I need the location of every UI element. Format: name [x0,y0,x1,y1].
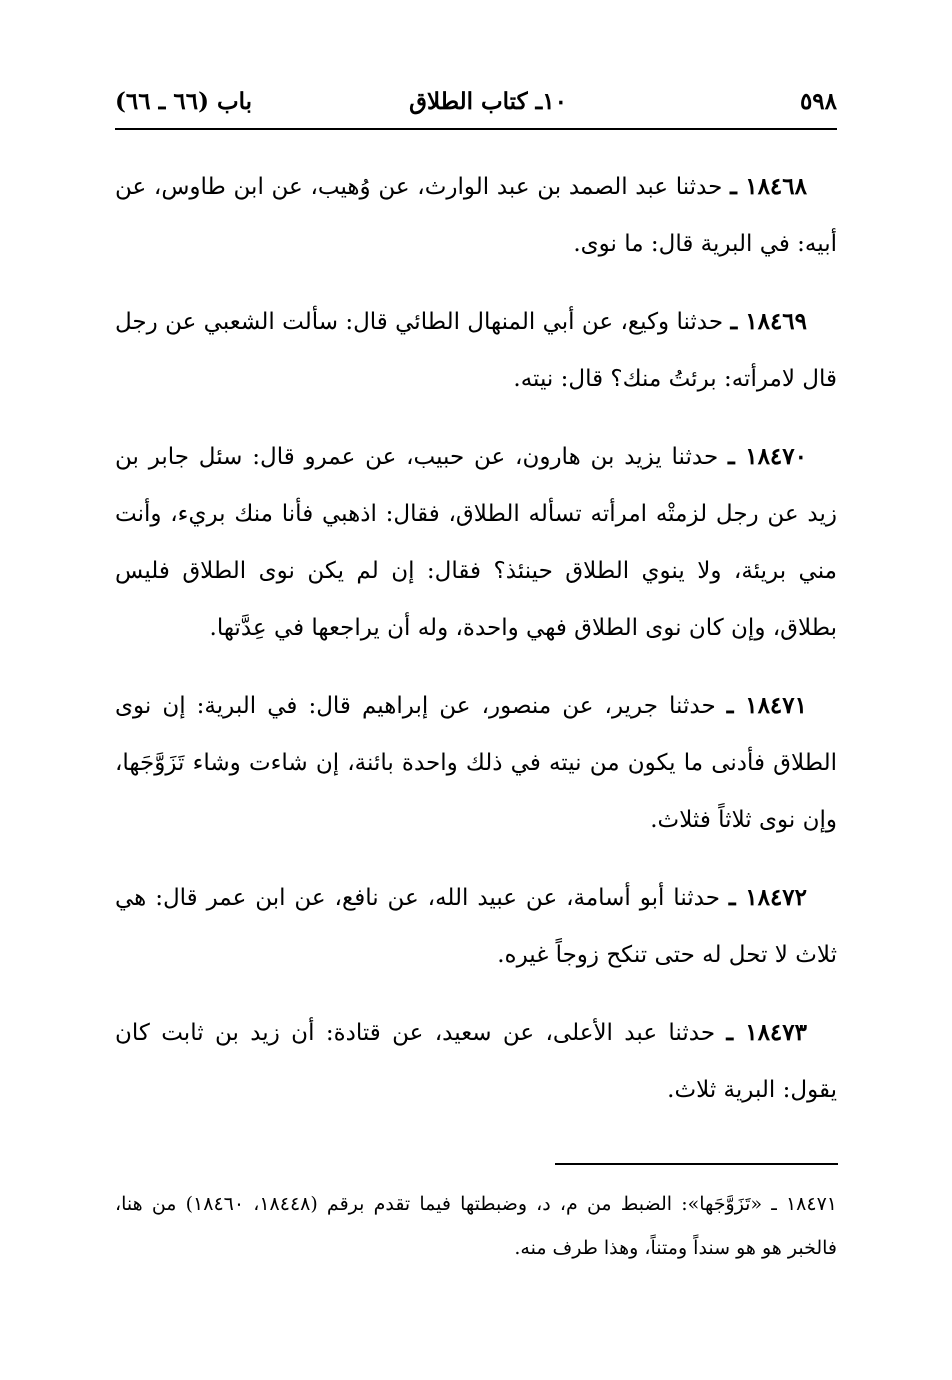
footnote-divider [555,1163,838,1165]
hadith-paragraph [115,677,837,849]
hadith-number: ١٨٤٧٣ ـ [726,1019,807,1046]
page-header [115,82,837,124]
hadith-number: ١٨٤٧١ ـ [726,692,807,719]
header-divider [115,128,837,130]
hadith-entry [115,428,837,657]
chapter-title: باب (٦٦ ـ ٦٦) [115,88,253,115]
hadith-paragraph [115,1004,837,1119]
hadith-number: ١٨٤٧٠ ـ [727,443,807,470]
hadith-text: حدثنا عبد الصمد بن عبد الوارث، عن وُهيب، عن ابن طاوس، عن أبيه: في البرية قال: ما نوى. [115,174,837,257]
footnote [115,1182,837,1270]
hadith-paragraph [115,869,837,984]
hadith-entry [115,1004,837,1119]
hadith-paragraph [115,428,837,657]
hadith-entry [115,293,837,408]
footnote-text: ١٨٤٧١ ـ «تَزَوَّجَها»: الضبط من م، د، وضبطتها فيما تقدم برقم (١٨٤٤٨، ١٨٤٦٠) من هنا، فالخبر هو هو سنداً ومتناً، وهذا طرف منه. [115,1193,837,1259]
hadith-entry [115,158,837,273]
book-title: ١٠ـ كتاب الطلاق [409,88,567,115]
hadith-paragraph [115,293,837,408]
hadith-number: ١٨٤٦٩ ـ [730,308,808,335]
hadith-text: حدثنا يزيد بن هارون، عن حبيب، عن عمرو قال: سئل جابر بن زيد عن رجل لزمتْه امرأته تسأله الطلاق، فقال: اذهبي فأنا منك بريء، وأنت مني بريئة، ولا ينوي الطلاق حينئذ؟ فقال: إن لم يكن نوى الطلاق فليس بطلاق، وإن كان نوى الطلاق فهي واحدة، وله أن يراجعها في عِدَّتها. [115,444,837,641]
hadith-entry [115,677,837,849]
hadith-entry [115,869,837,984]
hadith-text: حدثنا وكيع، عن أبي المنهال الطائي قال: سألت الشعبي عن رجل قال لامرأته: برئتُ منك؟ قال: نيته. [115,309,837,392]
hadith-paragraph [115,158,837,273]
main-text [115,158,837,1139]
hadith-number: ١٨٤٦٨ ـ [730,173,807,200]
hadith-text: حدثنا أبو أسامة، عن عبيد الله، عن نافع، عن ابن عمر قال: هي ثلاث لا تحل له حتى تنكح زوجاً غيره. [115,885,837,968]
page-number: ٥٩٨ [799,88,837,115]
hadith-text: حدثنا جرير، عن منصور، عن إبراهيم قال: في البرية: إن نوى الطلاق فأدنى ما يكون من نيته في ذلك واحدة بائنة، إن شاءت وشاء تَزَوَّجَها، وإن نوى ثلاثاً فثلاث. [115,693,837,833]
hadith-text: حدثنا عبد الأعلى، عن سعيد، عن قتادة: أن زيد بن ثابت كان يقول: البرية ثلاث. [115,1020,837,1103]
hadith-number: ١٨٤٧٢ ـ [728,884,808,911]
